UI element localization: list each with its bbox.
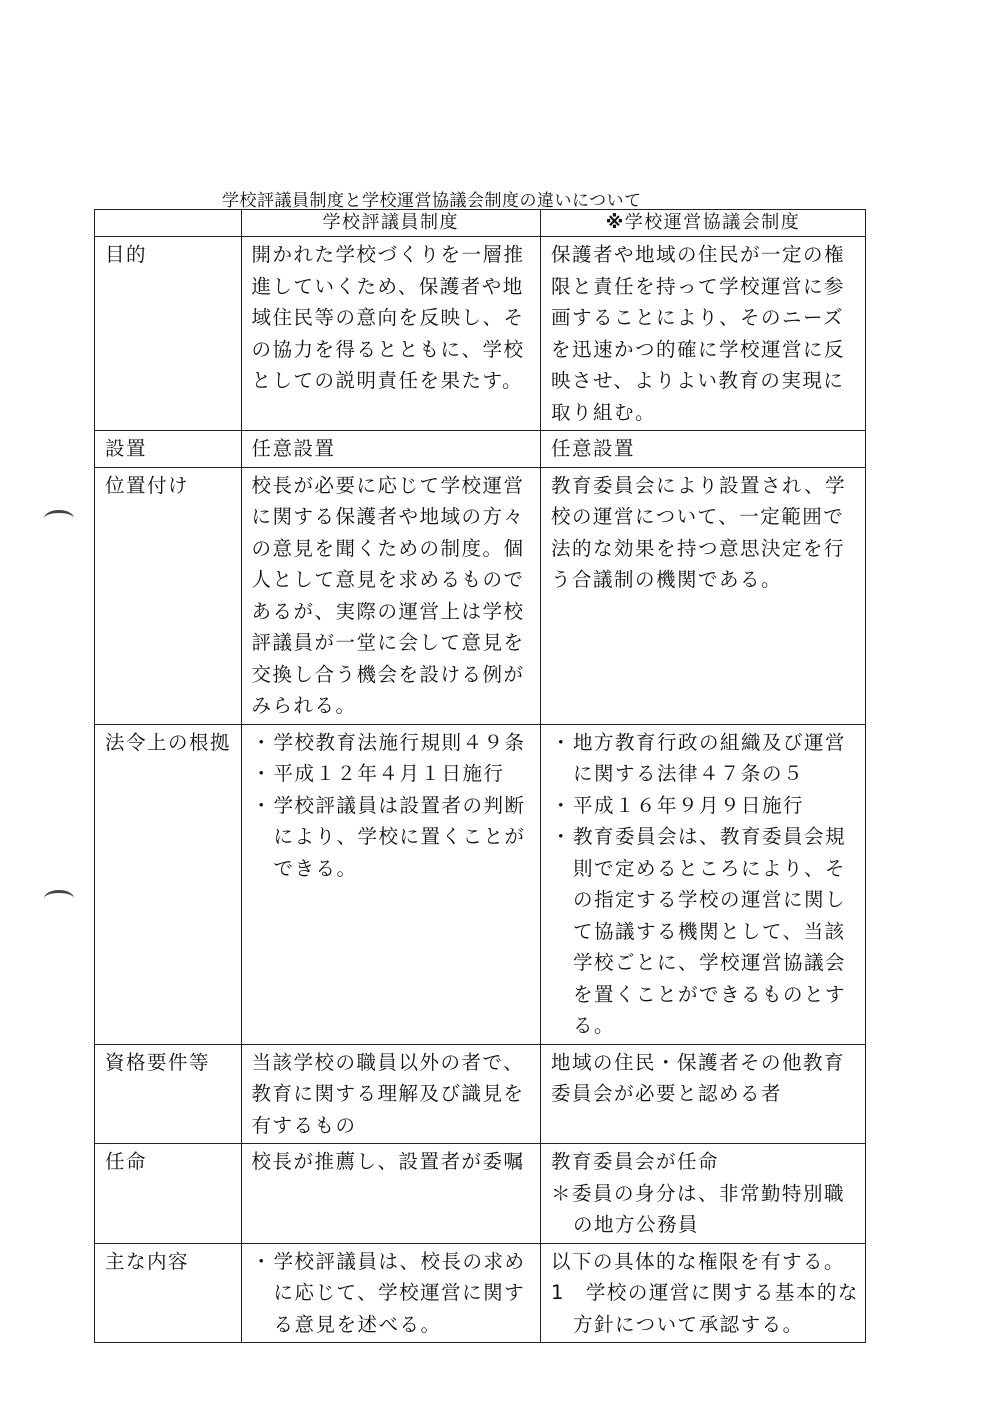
bullet-list xyxy=(252,727,534,885)
row-label: 法令上の根拠 xyxy=(95,724,242,1044)
cell-council-legal-basis xyxy=(541,724,866,1044)
binder-hole-mark xyxy=(44,890,74,907)
appointment-note: ＊委員の身分は、非常勤特別職の地方公務員 xyxy=(551,1181,846,1236)
table-row xyxy=(95,467,866,724)
table-row xyxy=(95,1044,866,1144)
table-header-row xyxy=(95,210,866,237)
numbered-item: 1 学校の運営に関する基本的な方針について承認する。 xyxy=(551,1281,859,1336)
cell-councilor-qualification: 当該学校の職員以外の者で、教育に関する理解及び識見を有するもの xyxy=(241,1044,540,1144)
cell-council-appointment xyxy=(541,1144,866,1244)
header-school-management-council-label: 学校運営協議会制度 xyxy=(624,212,801,233)
document-title: 学校評議員制度と学校運営協議会制度の違いについて xyxy=(222,191,642,211)
table-row xyxy=(95,431,866,468)
binder-hole-mark xyxy=(44,510,74,527)
asterisk-mark: ※ xyxy=(605,212,625,233)
cell-councilor-purpose: 開かれた学校づくりを一層推進していくため、保護者や地域住民等の意向を反映し、その協力を得るとともに、学校としての説明責任を果たす。 xyxy=(241,237,540,431)
table-row xyxy=(95,724,866,1044)
row-label: 資格要件等 xyxy=(95,1044,242,1144)
main-content-text: 以下の具体的な権限を有する。 xyxy=(551,1249,846,1273)
list-item: ・ 教育委員会は、教育委員会規則で定めるところにより、その指定する学校の運営に関して協議する機関として、当該学校ごとに、学校運営協議会を置くことができるものとする。 xyxy=(551,821,859,1042)
list-item: ・ 平成１６年９月９日施行 xyxy=(551,790,859,822)
cell-councilor-main-content xyxy=(241,1243,540,1343)
table-row xyxy=(95,1243,866,1343)
cell-council-purpose: 保護者や地域の住民が一定の権限と責任を持って学校運営に参画することにより、そのニーズを迅速かつ的確に学校運営に反映させ、よりよい教育の実現に取り組む。 xyxy=(541,237,866,431)
comparison-table xyxy=(94,209,866,1343)
list-item: ・ 学校評議員は設置者の判断により、学校に置くことができる。 xyxy=(252,790,534,885)
cell-councilor-positioning: 校長が必要に応じて学校運営に関する保護者や地域の方々の意見を聞くための制度。個人として意見を求めるものであるが、実際の運営上は学校評議員が一堂に会して意見を交換し合う機会を設ける例がみられる。 xyxy=(241,467,540,724)
list-item: ・ 学校教育法施行規則４９条 xyxy=(252,727,534,759)
row-label: 主な内容 xyxy=(95,1243,242,1343)
header-school-councilor: 学校評議員制度 xyxy=(241,210,540,237)
row-label: 設置 xyxy=(95,431,242,468)
bullet-list xyxy=(551,727,859,1042)
cell-councilor-establishment: 任意設置 xyxy=(241,431,540,468)
row-label: 位置付け xyxy=(95,467,242,724)
row-label: 目的 xyxy=(95,237,242,431)
cell-council-positioning: 教育委員会により設置され、学校の運営について、一定範囲で法的な効果を持つ意思決定を行う合議制の機関である。 xyxy=(541,467,866,724)
table-row xyxy=(95,237,866,431)
cell-council-establishment: 任意設置 xyxy=(541,431,866,468)
cell-council-qualification: 地域の住民・保護者その他教育委員会が必要と認める者 xyxy=(541,1044,866,1144)
table-row xyxy=(95,1144,866,1244)
cell-council-main-content xyxy=(541,1243,866,1343)
header-blank xyxy=(95,210,242,237)
cell-councilor-legal-basis xyxy=(241,724,540,1044)
bullet-list xyxy=(252,1246,534,1341)
cell-councilor-appointment: 校長が推薦し、設置者が委嘱 xyxy=(241,1144,540,1244)
row-label: 任命 xyxy=(95,1144,242,1244)
header-school-management-council xyxy=(541,210,866,237)
list-item: ・ 平成１２年４月１日施行 xyxy=(252,758,534,790)
list-item: ・ 学校評議員は、校長の求めに応じて、学校運営に関する意見を述べる。 xyxy=(252,1246,534,1341)
list-item: ・ 地方教育行政の組織及び運営に関する法律４７条の５ xyxy=(551,727,859,790)
appointment-text: 教育委員会が任命 xyxy=(551,1150,720,1173)
